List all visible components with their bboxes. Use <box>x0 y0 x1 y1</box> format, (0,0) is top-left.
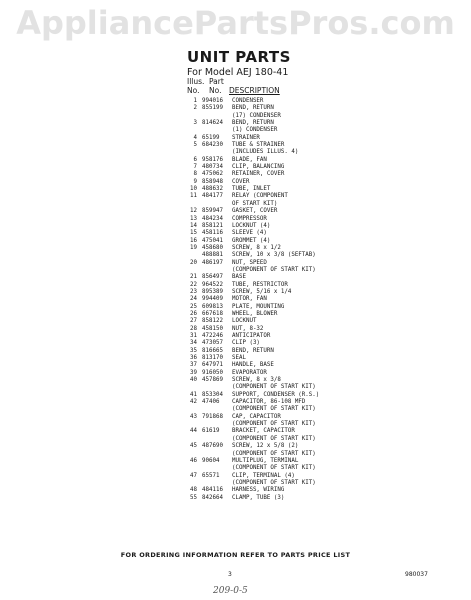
illus-number <box>181 421 202 428</box>
illus-number: 24 <box>190 296 197 303</box>
illus-number: 6 <box>193 156 197 163</box>
part-description: RELAY (COMPONENT <box>232 193 288 200</box>
part-number <box>202 267 232 274</box>
parts-row <box>181 451 421 458</box>
part-number: 472246 <box>202 333 223 339</box>
part-number <box>202 421 232 428</box>
illus-number: 34 <box>190 340 197 347</box>
part-number: 855199 <box>202 105 223 112</box>
illus-number <box>181 436 202 443</box>
illus-number: 25 <box>190 303 197 310</box>
illus-number: 23 <box>190 288 197 295</box>
illus-number: 5 <box>193 142 197 149</box>
illus-number: 31 <box>190 333 197 339</box>
part-description: (COMPONENT OF START KIT) <box>232 384 316 391</box>
illus-number: 44 <box>190 428 197 435</box>
parts-row <box>181 98 421 105</box>
parts-row <box>181 201 421 208</box>
illus-number: 9 <box>193 178 197 185</box>
part-description: HARNESS, WIRING <box>232 487 285 494</box>
illus-number: 55 <box>190 494 197 501</box>
parts-row <box>181 370 421 377</box>
form-code: 980037 <box>405 571 428 578</box>
part-number: 458116 <box>202 230 223 237</box>
part-description: (COMPONENT OF START KIT) <box>232 421 316 428</box>
part-description: PLATE, MOUNTING <box>232 303 285 310</box>
part-number: 916050 <box>202 369 223 376</box>
part-number: 816665 <box>202 347 223 354</box>
part-description: BLADE, FAN <box>232 156 267 163</box>
part-number: 842664 <box>202 494 223 501</box>
part-description: RETAINER, COVER <box>232 171 285 178</box>
column-headers <box>187 78 299 95</box>
part-number: 458150 <box>202 325 223 332</box>
part-description: CAP, CAPACITOR <box>232 413 281 420</box>
part-number: 486197 <box>202 259 223 266</box>
part-description: (COMPONENT OF START KIT) <box>232 450 316 457</box>
part-description: EVAPORATOR <box>232 369 267 376</box>
part-description: CLIP (3) <box>232 340 260 347</box>
part-description: NUT, SPEED <box>232 259 267 266</box>
parts-row <box>181 326 421 333</box>
parts-row <box>181 135 421 142</box>
part-number: 858121 <box>202 222 223 229</box>
parts-row <box>181 245 421 252</box>
illus-number: 39 <box>190 369 197 376</box>
part-number: 65571 <box>202 472 220 479</box>
parts-row <box>181 340 421 347</box>
col-illus-no: No. <box>187 85 200 95</box>
parts-row <box>181 120 421 127</box>
part-description: CLIP, BALANCING <box>232 164 285 171</box>
illus-number: 14 <box>190 222 197 229</box>
part-description: SCREW, 8 x 3/8 <box>232 377 281 384</box>
part-number: 859947 <box>202 208 223 215</box>
part-number: 475062 <box>202 171 223 178</box>
parts-row <box>181 260 421 267</box>
parts-row <box>181 149 421 156</box>
illus-number: 12 <box>190 208 197 215</box>
part-description: LOCKNUT <box>232 318 257 325</box>
illus-number: 43 <box>190 413 197 420</box>
parts-row <box>181 105 421 112</box>
illus-number: 20 <box>190 259 197 266</box>
parts-row <box>181 238 421 245</box>
parts-row <box>181 473 421 480</box>
part-description: (COMPONENT OF START KIT) <box>232 266 316 273</box>
part-description: COVER <box>232 178 250 185</box>
parts-row <box>181 252 421 259</box>
part-description: GASKET, COVER <box>232 208 278 215</box>
parts-row <box>181 362 421 369</box>
illus-number: 21 <box>190 274 197 281</box>
illus-number <box>181 149 202 156</box>
part-description: SCREW, 10 x 3/8 (SEFTAB) <box>232 252 316 259</box>
parts-row <box>181 406 421 413</box>
illus-number <box>181 406 202 413</box>
illus-number: 2 <box>193 105 197 112</box>
part-number: 791868 <box>202 413 223 420</box>
part-number: 958176 <box>202 156 223 163</box>
part-number: 647971 <box>202 362 223 369</box>
parts-row <box>181 274 421 281</box>
part-description: SLEEVE (4) <box>232 230 267 237</box>
part-number: 480734 <box>202 164 223 171</box>
part-description: WHEEL, BLOWER <box>232 310 278 317</box>
part-number: 475041 <box>202 237 223 244</box>
parts-row <box>181 399 421 406</box>
parts-row <box>181 458 421 465</box>
illus-number <box>181 127 202 134</box>
parts-row <box>181 171 421 178</box>
part-number: 90604 <box>202 457 220 464</box>
parts-row <box>181 296 421 303</box>
part-description: LOCKNUT (4) <box>232 222 271 229</box>
part-description: MOTOR, FAN <box>232 296 267 303</box>
parts-row <box>181 311 421 318</box>
part-description: CONDENSER <box>232 98 264 104</box>
part-description: BRACKET, CAPACITOR <box>232 428 295 435</box>
part-number <box>202 480 232 487</box>
part-number: 458680 <box>202 244 223 251</box>
part-description: SUPPORT, CONDENSER (R.S.) <box>232 391 320 398</box>
part-description: COMPRESSOR <box>232 215 267 222</box>
part-number: 488632 <box>202 186 223 193</box>
part-number: 667618 <box>202 310 223 317</box>
illus-number: 1 <box>193 98 197 104</box>
part-description: HANDLE, BASE <box>232 362 274 369</box>
parts-row <box>181 113 421 120</box>
part-number: 488881 <box>202 252 223 259</box>
illus-number: 27 <box>190 318 197 325</box>
part-description: SCREW, 5/16 x 1/4 <box>232 288 292 295</box>
illus-number: 35 <box>190 347 197 354</box>
part-description: SCREW, 12 x 5/8 (2) <box>232 443 299 450</box>
part-number <box>202 127 232 134</box>
parts-row <box>181 348 421 355</box>
illus-number: 4 <box>193 134 197 141</box>
parts-row <box>181 487 421 494</box>
part-description: BEND, RETURN <box>232 105 274 112</box>
parts-row <box>181 193 421 200</box>
parts-row <box>181 179 421 186</box>
parts-row <box>181 414 421 421</box>
page-title: UNIT PARTS <box>187 48 291 66</box>
part-description: STRAINER <box>232 134 260 141</box>
part-description: (1) CONDENSER <box>232 127 278 134</box>
col-description: DESCRIPTION <box>229 85 280 95</box>
illus-number: 28 <box>190 325 197 332</box>
part-number: 484177 <box>202 193 223 200</box>
part-number <box>202 113 232 120</box>
illus-number: 41 <box>190 391 197 398</box>
part-description: CAPACITOR, 86-108 MFD <box>232 399 306 406</box>
parts-row <box>181 495 421 502</box>
parts-row <box>181 164 421 171</box>
illus-number: 16 <box>190 237 197 244</box>
parts-row <box>181 384 421 391</box>
part-number: 473057 <box>202 340 223 347</box>
part-number <box>202 201 232 208</box>
parts-row <box>181 282 421 289</box>
illus-number: 11 <box>190 193 197 200</box>
part-description: OF START KIT) <box>232 200 278 207</box>
illus-number <box>181 465 202 472</box>
parts-row <box>181 208 421 215</box>
illus-number: 10 <box>190 186 197 193</box>
model-subtitle: For Model AEJ 180-41 <box>187 67 289 78</box>
parts-row <box>181 480 421 487</box>
parts-row <box>181 142 421 149</box>
part-description: (INCLUDES ILLUS. 4) <box>232 149 299 156</box>
illus-number: 40 <box>190 377 197 384</box>
parts-row <box>181 465 421 472</box>
parts-row <box>181 127 421 134</box>
part-number: 814624 <box>202 120 223 127</box>
part-description: (COMPONENT OF START KIT) <box>232 465 316 472</box>
page-header <box>187 48 299 95</box>
parts-row <box>181 428 421 435</box>
part-number: 856497 <box>202 274 223 281</box>
part-number: 994016 <box>202 98 223 104</box>
part-description: BEND, RETURN <box>232 120 274 127</box>
part-number: 895389 <box>202 288 223 295</box>
part-description: BASE <box>232 274 246 281</box>
illus-number: 19 <box>190 244 197 251</box>
col-illus-label: Illus. <box>187 77 205 86</box>
part-number <box>202 384 232 391</box>
part-number <box>202 465 232 472</box>
part-description: ANTICIPATOR <box>232 333 271 339</box>
handwritten-stamp: 209-0-5 <box>213 586 248 596</box>
parts-row <box>181 436 421 443</box>
part-description: CLIP, TERMINAL (4) <box>232 472 295 479</box>
illus-number: 42 <box>190 399 197 406</box>
illus-number: 46 <box>190 457 197 464</box>
parts-row <box>181 230 421 237</box>
parts-row <box>181 267 421 274</box>
part-number <box>202 406 232 413</box>
part-number <box>202 451 232 458</box>
parts-row <box>181 333 421 340</box>
part-number: 858122 <box>202 318 223 325</box>
part-number: 994409 <box>202 296 223 303</box>
part-description: MULTIPLUG, TERMINAL <box>232 457 299 464</box>
parts-row <box>181 355 421 362</box>
ordering-note: FOR ORDERING INFORMATION REFER TO PARTS PRICE LIST <box>120 551 351 559</box>
illus-number: 37 <box>190 362 197 369</box>
illus-number <box>181 451 202 458</box>
illus-number <box>181 252 202 259</box>
part-number <box>202 436 232 443</box>
parts-row <box>181 186 421 193</box>
part-number: 609813 <box>202 303 223 310</box>
parts-row <box>181 216 421 223</box>
illus-number: 45 <box>190 443 197 450</box>
part-description: (COMPONENT OF START KIT) <box>232 435 316 442</box>
part-number: 484234 <box>202 215 223 222</box>
illus-number: 36 <box>190 355 197 362</box>
part-number: 964522 <box>202 281 223 288</box>
part-number: 484116 <box>202 487 223 494</box>
parts-row <box>181 318 421 325</box>
parts-row <box>181 421 421 428</box>
illus-number: 48 <box>190 487 197 494</box>
part-description: TUBE, RESTRICTOR <box>232 281 288 288</box>
part-description: SEAL <box>232 355 246 362</box>
part-number: 47406 <box>202 399 220 406</box>
part-number: 61619 <box>202 428 220 435</box>
illus-number: 26 <box>190 310 197 317</box>
parts-row <box>181 392 421 399</box>
illus-number <box>181 113 202 120</box>
part-number: 457869 <box>202 377 223 384</box>
part-number: 684230 <box>202 142 223 149</box>
part-number <box>202 149 232 156</box>
parts-list <box>181 98 421 502</box>
part-description: BEND, RETURN <box>232 347 274 354</box>
illus-number: 47 <box>190 472 197 479</box>
part-number: 853304 <box>202 391 223 398</box>
illus-number: 7 <box>193 164 197 171</box>
parts-row <box>181 377 421 384</box>
part-description: (17) CONDENSER <box>232 112 281 119</box>
illus-number: 3 <box>193 120 197 127</box>
watermark: AppliancePartsPros.com <box>16 4 455 42</box>
illus-number: 15 <box>190 230 197 237</box>
part-description: GROMMET (4) <box>232 237 271 244</box>
illus-number: 13 <box>190 215 197 222</box>
part-description: SCREW, 8 x 1/2 <box>232 244 281 251</box>
illus-number <box>181 201 202 208</box>
part-description: CLAMP, TUBE (3) <box>232 494 285 501</box>
part-number: 858948 <box>202 178 223 185</box>
col-part-label: Part <box>209 77 224 86</box>
part-description: (COMPONENT OF START KIT) <box>232 406 316 413</box>
parts-row <box>181 223 421 230</box>
illus-number <box>181 480 202 487</box>
part-number: 487690 <box>202 443 223 450</box>
part-number: 813170 <box>202 355 223 362</box>
page-number: 3 <box>228 571 232 578</box>
illus-number <box>181 267 202 274</box>
parts-row <box>181 289 421 296</box>
illus-number: 22 <box>190 281 197 288</box>
illus-number <box>181 384 202 391</box>
part-description: NUT, 8-32 <box>232 325 264 332</box>
part-description: (COMPONENT OF START KIT) <box>232 479 316 486</box>
col-part-no: No. <box>209 85 222 95</box>
part-description: TUBE, INLET <box>232 186 271 193</box>
parts-row <box>181 157 421 164</box>
illus-number: 8 <box>193 171 197 178</box>
parts-row <box>181 304 421 311</box>
parts-row <box>181 443 421 450</box>
part-number: 65199 <box>202 134 220 141</box>
part-description: TUBE & STRAINER <box>232 142 285 149</box>
